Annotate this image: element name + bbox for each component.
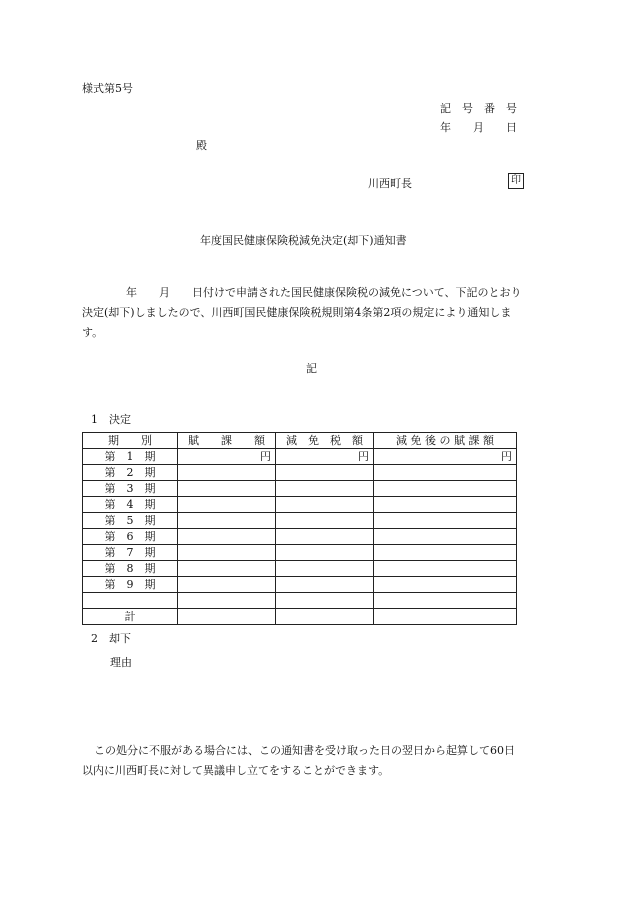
period-cell: 第 2 期 — [83, 465, 178, 481]
issuer-name: 川西町長 — [368, 177, 412, 190]
intro-paragraph — [82, 283, 552, 343]
table-row — [83, 561, 517, 577]
intro-line-2: 決定(却下)しましたので、川西町国民健康保険税規則第4条第2項の規定により通知しま — [82, 306, 512, 319]
seal-mark: 印 — [508, 173, 524, 189]
empty-cell — [374, 529, 517, 545]
empty-cell — [276, 561, 374, 577]
header-assessed-amount: 賦 課 額 — [178, 433, 276, 449]
header-reduction-amount: 減 免 税 額 — [276, 433, 374, 449]
table-total-row — [83, 609, 517, 625]
empty-cell — [276, 577, 374, 593]
table-row — [83, 593, 517, 609]
date-label: 年 月 日 — [440, 121, 517, 134]
empty-cell — [276, 465, 374, 481]
empty-cell — [276, 609, 374, 625]
section-decision-label: 1 決定 — [91, 413, 131, 426]
empty-cell — [178, 529, 276, 545]
empty-cell — [178, 513, 276, 529]
notice-paragraph — [82, 741, 552, 781]
period-cell: 第 5 期 — [83, 513, 178, 529]
empty-cell — [178, 561, 276, 577]
yen-unit: 円 — [374, 449, 517, 465]
empty-cell — [276, 513, 374, 529]
table-row — [83, 513, 517, 529]
empty-cell — [374, 513, 517, 529]
empty-cell — [374, 577, 517, 593]
header-post-reduction-amount: 減 免 後 の 賦 課 額 — [374, 433, 517, 449]
intro-line-1: 年 月 日付けで申請された国民健康保険税の減免について、下記のとおり — [126, 286, 522, 299]
table-row — [83, 497, 517, 513]
table-header-row — [83, 433, 517, 449]
empty-cell — [374, 593, 517, 609]
empty-cell — [374, 561, 517, 577]
intro-line-3: す。 — [82, 326, 104, 339]
empty-cell — [276, 497, 374, 513]
header-period: 期 別 — [83, 433, 178, 449]
period-cell-blank — [83, 593, 178, 609]
document-title: 年度国民健康保険税減免決定(却下)通知書 — [200, 234, 407, 247]
section-rejection-label: 2 却下 — [91, 632, 131, 645]
period-cell: 第 3 期 — [83, 481, 178, 497]
ki-heading: 記 — [306, 362, 317, 375]
empty-cell — [374, 609, 517, 625]
yen-unit: 円 — [178, 449, 276, 465]
empty-cell — [178, 545, 276, 561]
period-cell: 第 7 期 — [83, 545, 178, 561]
period-cell: 第 4 期 — [83, 497, 178, 513]
form-number: 様式第5号 — [82, 82, 133, 95]
table-row — [83, 577, 517, 593]
table-row — [83, 465, 517, 481]
addressee-suffix: 殿 — [196, 139, 207, 152]
empty-cell — [276, 481, 374, 497]
empty-cell — [178, 609, 276, 625]
period-cell: 第 1 期 — [83, 449, 178, 465]
period-cell: 第 6 期 — [83, 529, 178, 545]
period-cell: 第 9 期 — [83, 577, 178, 593]
table-row — [83, 481, 517, 497]
empty-cell — [178, 481, 276, 497]
decision-table — [82, 432, 517, 625]
notice-line-1: この処分に不服がある場合には、この通知書を受け取った日の翌日から起算して60日 — [94, 744, 515, 757]
reason-label: 理由 — [110, 656, 132, 669]
notice-line-2: 以内に川西町長に対して異議申し立てをすることができます。 — [82, 764, 390, 777]
period-cell: 第 8 期 — [83, 561, 178, 577]
empty-cell — [374, 497, 517, 513]
table-row — [83, 529, 517, 545]
empty-cell — [178, 577, 276, 593]
table-row — [83, 545, 517, 561]
empty-cell — [178, 465, 276, 481]
total-label-cell: 計 — [83, 609, 178, 625]
reference-number-label: 記 号 番 号 — [440, 102, 517, 115]
empty-cell — [374, 481, 517, 497]
empty-cell — [276, 593, 374, 609]
empty-cell — [178, 497, 276, 513]
empty-cell — [276, 545, 374, 561]
empty-cell — [374, 465, 517, 481]
yen-unit: 円 — [276, 449, 374, 465]
table-row — [83, 449, 517, 465]
empty-cell — [374, 545, 517, 561]
empty-cell — [178, 593, 276, 609]
empty-cell — [276, 529, 374, 545]
